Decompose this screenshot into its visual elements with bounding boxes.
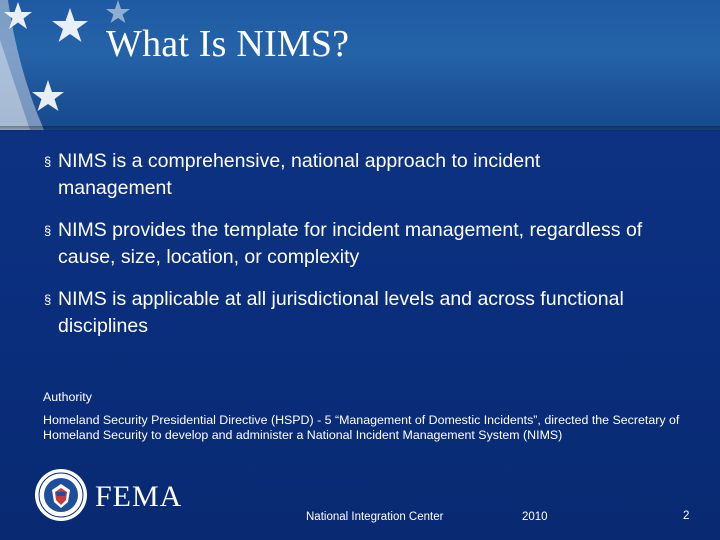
- page-number: 2: [683, 510, 690, 522]
- bullet-marker: §: [44, 154, 52, 169]
- bullet-list: [44, 148, 654, 355]
- fema-logo: FEMA: [95, 480, 183, 513]
- bullet-text: NIMS provides the template for incident management, regardless of cause, size, location, or complexity: [58, 219, 643, 268]
- bullet-marker: §: [44, 223, 52, 238]
- bullet-text: NIMS is applicable at all jurisdictional levels and across functional disciplines: [58, 288, 624, 337]
- bullet-item: [44, 148, 654, 202]
- slide-title: What Is NIMS?: [106, 23, 350, 65]
- banner-divider: [0, 126, 720, 132]
- authority-notes: [43, 390, 683, 442]
- footer-year: 2010: [522, 511, 548, 523]
- bullet-marker: §: [44, 292, 52, 307]
- bullet-item: [44, 286, 654, 340]
- footer-center-text: National Integration Center: [306, 511, 444, 523]
- authority-text: Homeland Security Presidential Directive (HSPD) - 5 “Management of Domestic Incidents”, directed the Secretary of Homeland Security to develop and administer a National Incident Management System (NIMS): [43, 413, 680, 442]
- bullet-text: NIMS is a comprehensive, national approach to incident management: [58, 150, 541, 199]
- title-banner: [0, 0, 720, 130]
- authority-heading: Authority: [43, 390, 92, 404]
- bullet-item: [44, 217, 654, 271]
- dhs-seal-icon: [34, 468, 88, 522]
